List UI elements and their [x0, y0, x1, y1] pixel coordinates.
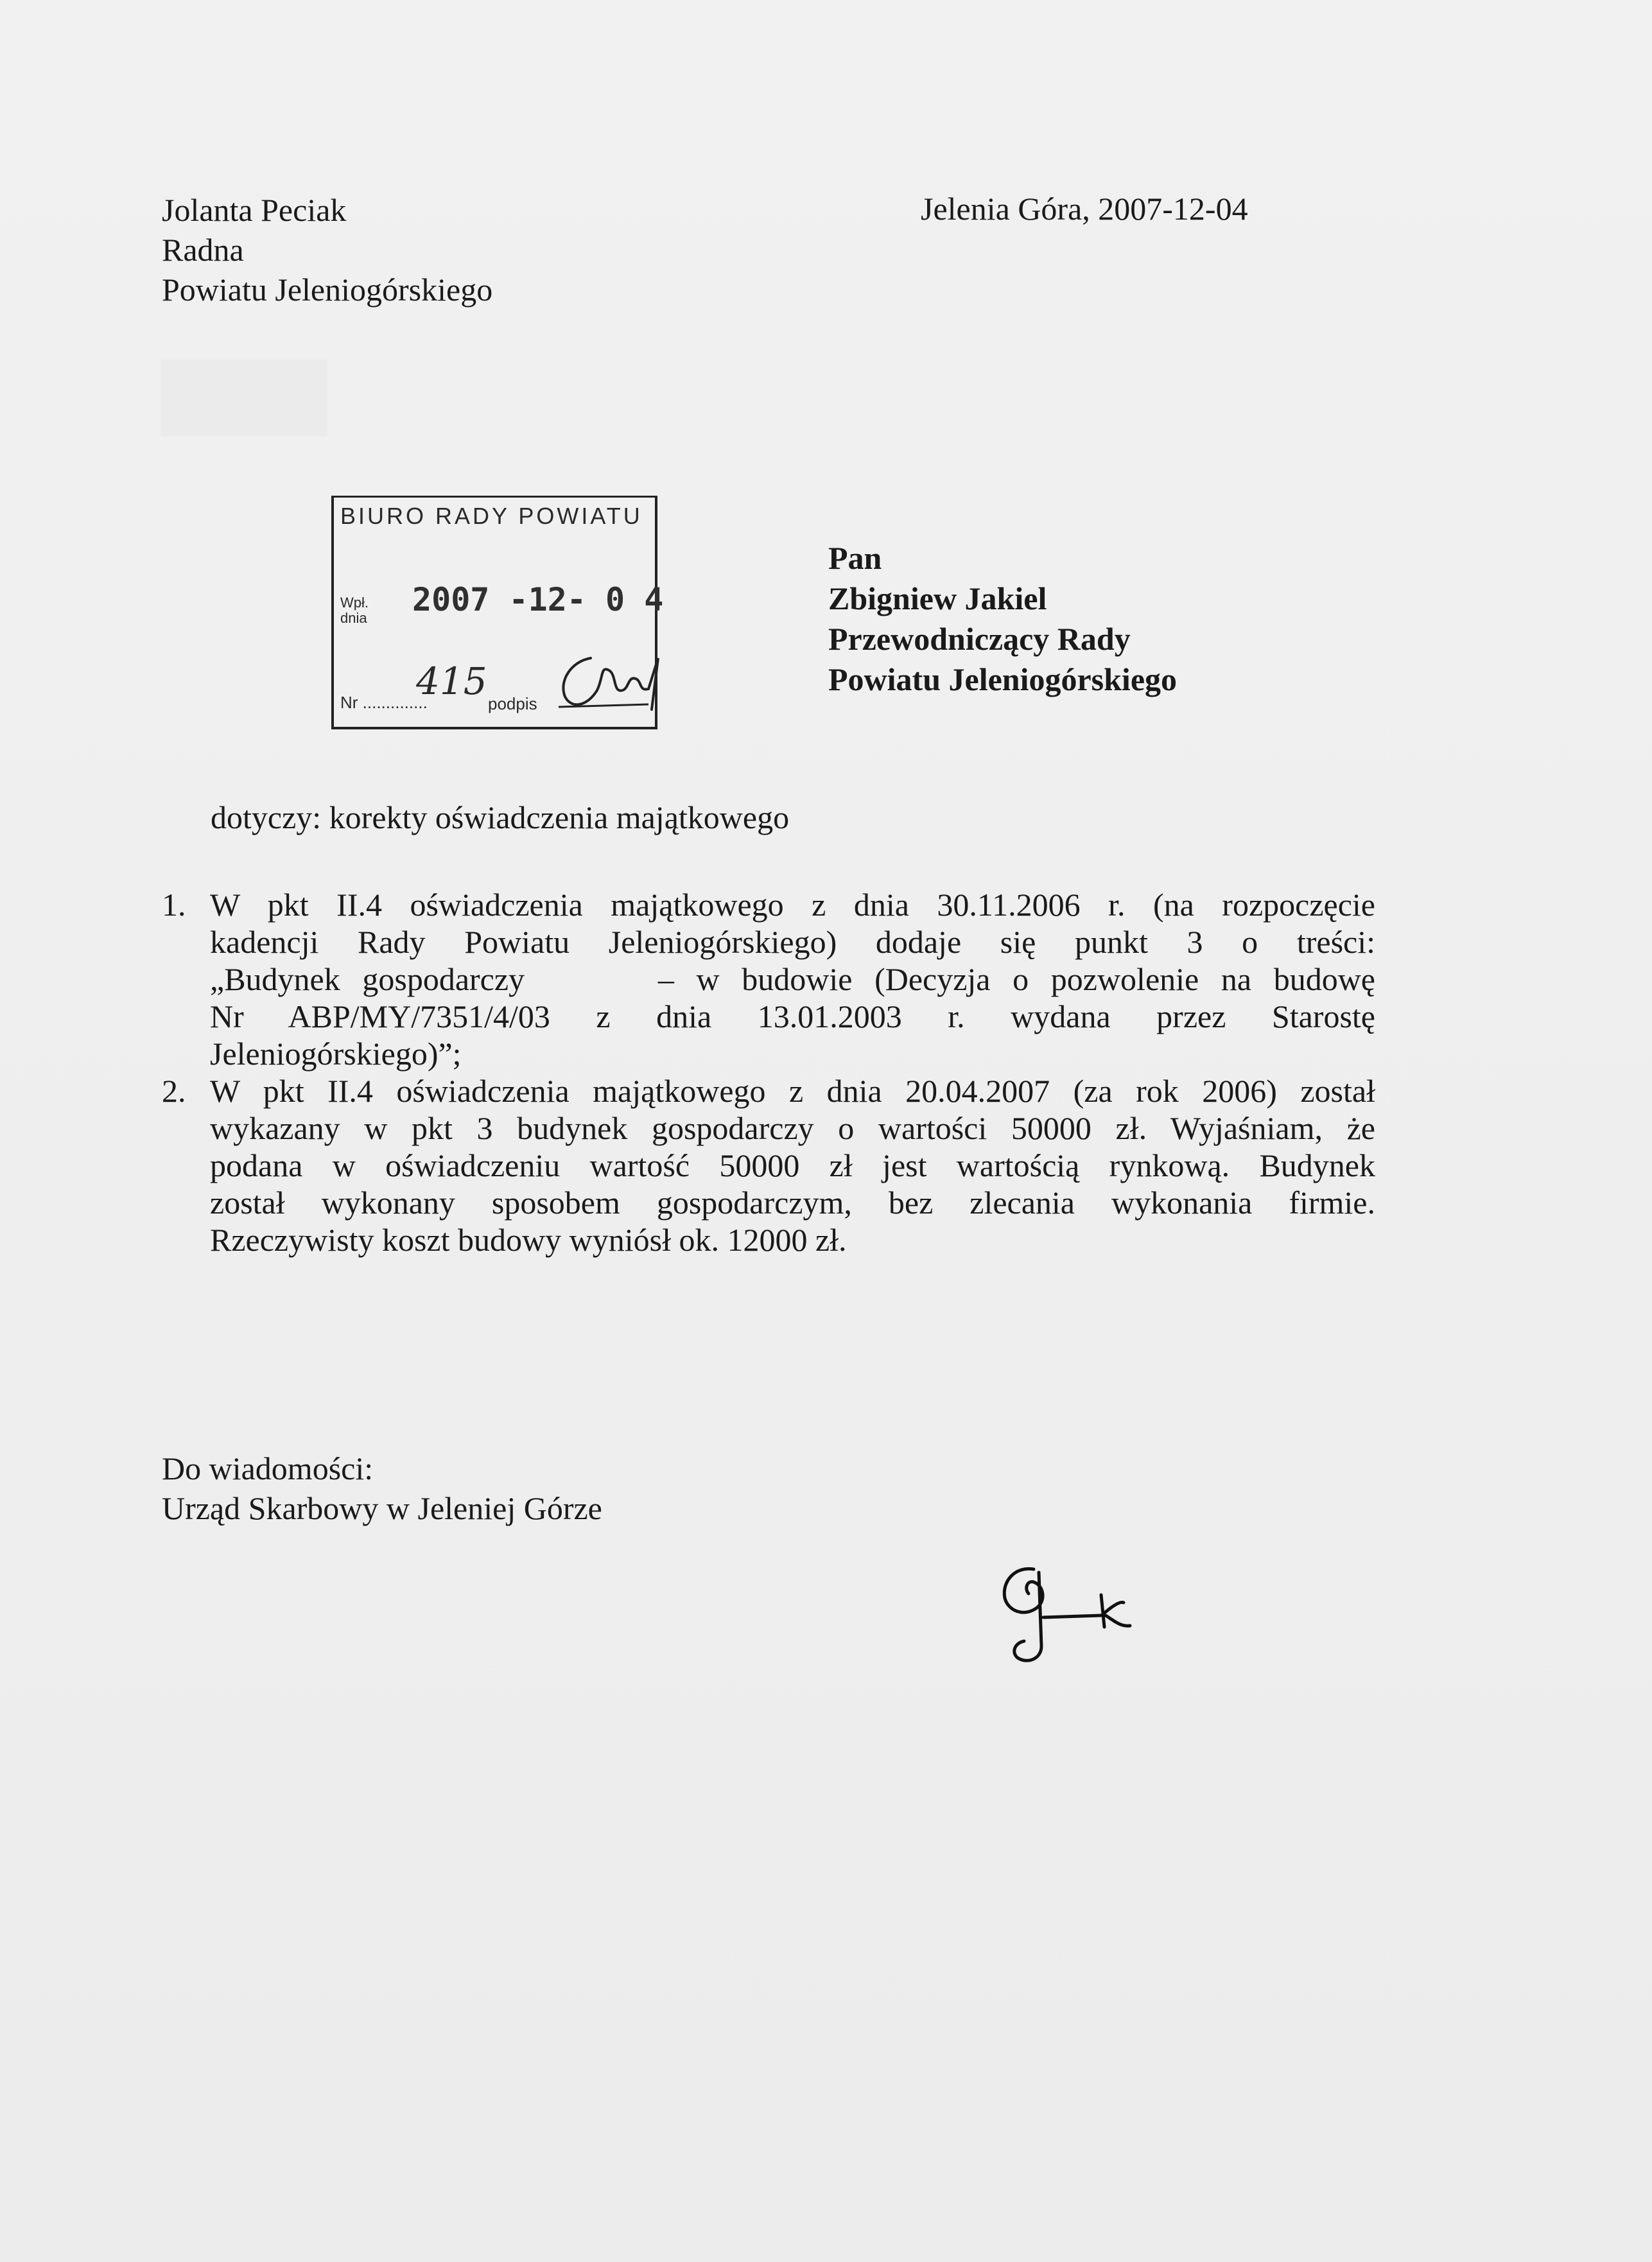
recipient-title: Przewodniczący Rady [828, 621, 1131, 657]
stamp-nr-label: Nr .............. [340, 693, 428, 712]
list-item-line: Nr ABP/MY/7351/4/03 z dnia 13.01.2003 r. wydana przez Starostę [210, 998, 1375, 1034]
list-item-number: 2. [162, 1073, 186, 1109]
list-item-line: wykazany w pkt 3 budynek gospodarczy o wartości 50000 zł. Wyjaśniam, że [210, 1110, 1375, 1146]
recipient-salutation: Pan [828, 540, 882, 576]
list-item [162, 886, 1375, 1072]
handwritten-signature-icon [989, 1556, 1156, 1672]
stamp-wpl-label [340, 595, 369, 626]
date-line: Jelenia Góra, 2007-12-04 [921, 191, 1248, 227]
list-item-line: W pkt II.4 oświadczenia majątkowego z dnia 30.11.2006 r. (na rozpoczęcie [210, 887, 1375, 923]
scan-smudge [161, 360, 327, 437]
stamp-date: 2007 -12- 0 4 [412, 581, 664, 618]
correction-list [162, 886, 1375, 1258]
list-item [162, 1072, 1375, 1258]
stamp-signature-icon [552, 645, 661, 716]
sender-role: Radna [162, 232, 244, 268]
cc-block [162, 1449, 602, 1528]
list-item-line: W pkt II.4 oświadczenia majątkowego z dnia 20.04.2007 (za rok 2006) został [210, 1073, 1375, 1109]
list-item-line: kadencji Rady Powiatu Jeleniogórskiego) dodaje się punkt 3 o treści: [210, 924, 1375, 960]
recipient-block [828, 538, 1177, 700]
stamp-wpl-text: Wpł. [340, 595, 369, 611]
stamp-podpis-label: podpis [488, 694, 537, 713]
list-item-line: „Budynek gospodarczy – w budowie (Decyzja o pozwolenie na budowę [210, 961, 1375, 997]
sender-name: Jolanta Peciak [162, 192, 347, 228]
subject-line: dotyczy: korekty oświadczenia majątkowego [211, 799, 790, 835]
list-item-number: 1. [162, 887, 186, 923]
recipient-district: Powiatu Jeleniogórskiego [828, 661, 1178, 697]
stamp-dnia-text: dnia [340, 610, 367, 626]
list-item-line: podana w oświadczeniu wartość 50000 zł jest wartością rynkową. Budynek [210, 1147, 1375, 1183]
registration-stamp [331, 496, 664, 729]
stamp-number-value: 415 [416, 659, 487, 703]
list-item-line: Jeleniogórskiego)”; [210, 1036, 462, 1072]
cc-label: Do wiadomości: [162, 1450, 374, 1486]
sender-block [162, 190, 492, 309]
list-item-line: Rzeczywisty koszt budowy wyniósł ok. 12000 zł. [210, 1222, 847, 1258]
cc-recipient: Urząd Skarbowy w Jeleniej Górze [162, 1490, 602, 1526]
sender-district: Powiatu Jeleniogórskiego [162, 272, 493, 308]
stamp-header: BIURO RADY POWIATU [340, 503, 643, 529]
list-item-line: został wykonany sposobem gospodarczym, bez zlecania wykonania firmie. [210, 1185, 1375, 1221]
recipient-name: Zbigniew Jakiel [828, 580, 1047, 616]
